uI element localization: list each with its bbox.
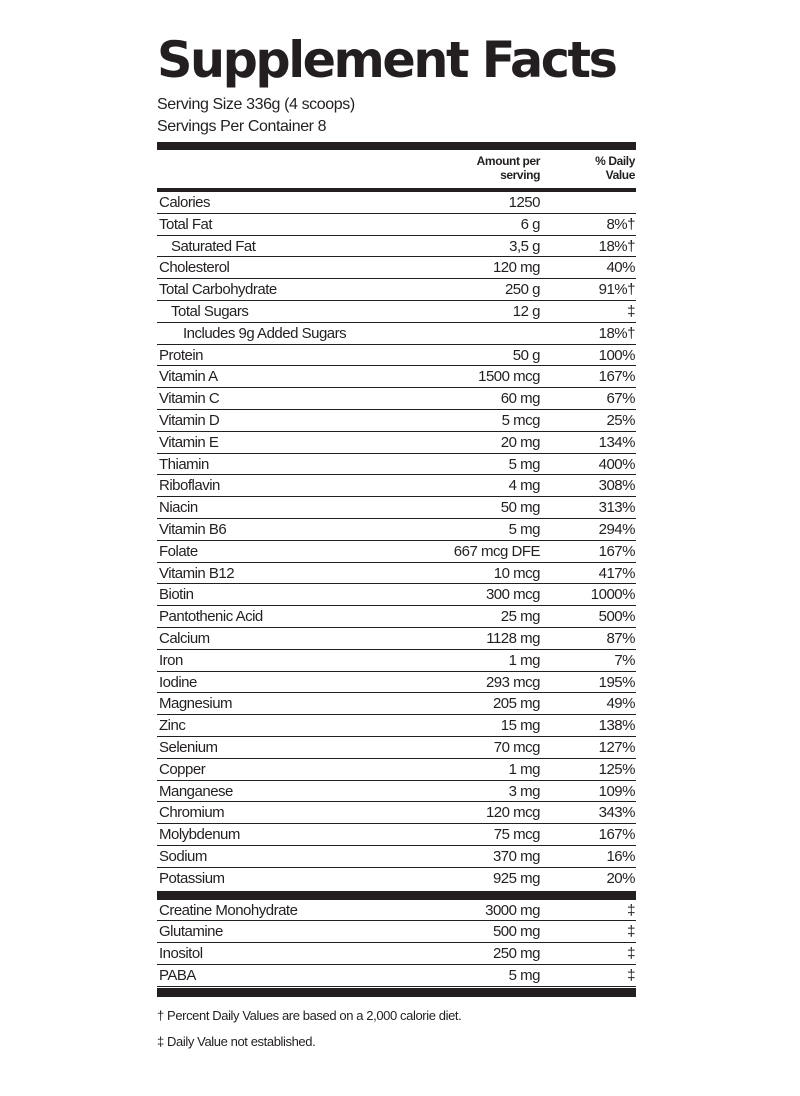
nutrient-name: Molybdenum [159,826,240,844]
table-row [157,693,636,715]
amount-per-serving: 300 mcg [485,586,540,604]
table-row [157,432,636,454]
percent-daily-value: ‡ [627,923,635,941]
percent-daily-value: 109% [598,782,635,800]
daily-value-header: % Daily Value [595,154,635,182]
nutrient-name: Vitamin E [159,433,219,451]
percent-daily-value: 125% [598,760,635,778]
amount-per-serving: 3,5 g [509,237,540,255]
panel-title: Supplement Facts [157,31,616,89]
amount-per-serving: 1 mg [508,651,540,669]
amount-per-serving: 925 mg [492,869,540,887]
amount-per-serving: 12 g [512,302,540,320]
table-row [157,519,636,541]
percent-daily-value: 67% [606,390,635,408]
nutrient-name: Chromium [159,804,225,822]
nutrient-name: Total Fat [159,215,213,233]
amount-per-serving: 10 mcg [493,564,540,582]
serving-size: Serving Size 336g (4 scoops) [157,96,355,113]
percent-daily-value: 91%† [598,281,635,299]
table-row [157,541,636,563]
table-row [157,715,636,737]
percent-daily-value: 16% [606,847,635,865]
nutrient-name: Creatine Monohydrate [159,901,298,919]
table-row [157,672,636,694]
percent-daily-value: 294% [598,520,635,538]
amount-per-serving: 250 mg [492,945,540,963]
bottom-divider [157,988,636,997]
nutrient-name: PABA [159,966,196,984]
nutrient-name: Riboflavin [159,477,220,495]
amount-per-serving-header: Amount per serving [476,154,540,182]
amount-per-serving: 3000 mg [485,901,540,919]
nutrient-name: Iron [159,651,183,669]
percent-daily-value: 18%† [598,324,635,342]
amount-per-serving: 1128 mg [486,629,540,647]
nutrient-name: Vitamin D [159,411,220,429]
percent-daily-value: 18%† [598,237,635,255]
amount-per-serving: 5 mg [508,966,540,984]
amount-per-serving: 1500 mcg [478,368,540,386]
nutrient-name: Thiamin [159,455,209,473]
amount-per-serving: 1 mg [508,760,540,778]
table-row [157,868,636,890]
table-row [157,921,636,943]
amount-per-serving: 120 mcg [485,804,540,822]
amount-per-serving: 50 g [512,346,540,364]
nutrient-table [157,192,636,890]
percent-daily-value: 87% [606,629,635,647]
nutrient-name: Biotin [159,586,194,604]
section-divider [157,891,636,900]
percent-daily-value: 134% [598,433,635,451]
nutrient-name: Vitamin A [159,368,218,386]
nutrient-name: Manganese [159,782,233,800]
column-header [157,150,636,188]
table-row [157,236,636,258]
nutrient-name: Total Carbohydrate [159,281,277,299]
table-row [157,323,636,345]
table-row [157,345,636,367]
table-row [157,846,636,868]
table-row [157,781,636,803]
nutrient-name: Total Sugars [171,302,249,320]
amount-per-serving: 205 mg [492,695,540,713]
table-row [157,214,636,236]
amount-per-serving: 667 mcg DFE [453,542,540,560]
percent-daily-value: 400% [598,455,635,473]
nutrient-name: Folate [159,542,198,560]
table-row [157,279,636,301]
percent-daily-value: 25% [606,411,635,429]
table-row [157,475,636,497]
table-row [157,366,636,388]
table-row [157,628,636,650]
amount-per-serving: 4 mg [508,477,540,495]
percent-daily-value: 40% [606,259,635,277]
table-row [157,900,636,922]
table-row [157,584,636,606]
percent-daily-value: 343% [598,804,635,822]
nutrient-name: Vitamin C [159,390,220,408]
amount-per-serving: 6 g [520,215,540,233]
footnote-percent-daily-value: † Percent Daily Values are based on a 2,000 calorie diet. [157,1007,462,1023]
table-row [157,606,636,628]
percent-daily-value: 100% [598,346,635,364]
table-row [157,943,636,965]
nutrient-name: Glutamine [159,923,223,941]
amount-per-serving: 250 g [504,281,540,299]
table-row [157,410,636,432]
nutrient-name: Calcium [159,629,210,647]
nutrient-name: Pantothenic Acid [159,608,263,626]
nutrient-name: Copper [159,760,206,778]
servings-per-container: Servings Per Container 8 [157,118,327,135]
nutrient-name: Magnesium [159,695,233,713]
table-row [157,497,636,519]
table-row [157,301,636,323]
percent-daily-value: 8%† [606,215,635,233]
amount-per-serving: 75 mcg [493,826,540,844]
percent-daily-value: 195% [598,673,635,691]
amount-per-serving: 500 mg [492,923,540,941]
table-row [157,192,636,214]
percent-daily-value: 20% [606,869,635,887]
percent-daily-value: ‡ [627,945,635,963]
table-row [157,388,636,410]
nutrient-name: Potassium [159,869,225,887]
percent-daily-value: ‡ [627,966,635,984]
nutrient-name: Cholesterol [159,259,230,277]
nutrient-name: Calories [159,194,211,211]
amount-per-serving: 60 mg [500,390,540,408]
amount-per-serving: 1250 [508,194,540,211]
amount-per-serving: 5 mcg [501,411,540,429]
percent-daily-value: 167% [598,368,635,386]
percent-daily-value: 7% [614,651,635,669]
amount-per-serving: 25 mg [500,608,540,626]
table-row [157,759,636,781]
amount-per-serving: 293 mcg [485,673,540,691]
table-row [157,802,636,824]
table-row [157,454,636,476]
amount-per-serving: 50 mg [500,499,540,517]
amount-per-serving: 370 mg [492,847,540,865]
percent-daily-value: 500% [598,608,635,626]
percent-daily-value: 127% [598,738,635,756]
amount-per-serving: 20 mg [500,433,540,451]
amount-per-serving: 120 mg [492,259,540,277]
nutrient-name: Protein [159,346,204,364]
amount-per-serving: 5 mg [508,520,540,538]
nutrient-name: Includes 9g Added Sugars [183,324,347,342]
nutrient-name: Vitamin B6 [159,520,227,538]
table-row [157,737,636,759]
top-divider [157,142,636,150]
amount-per-serving: 70 mcg [493,738,540,756]
amount-per-serving: 5 mg [508,455,540,473]
nutrient-name: Inositol [159,945,203,963]
amount-per-serving: 3 mg [508,782,540,800]
nutrient-name: Saturated Fat [171,237,256,255]
nutrient-name: Vitamin B12 [159,564,235,582]
nutrient-name: Niacin [159,499,198,517]
percent-daily-value: ‡ [627,302,635,320]
percent-daily-value: 167% [598,826,635,844]
nutrient-name: Sodium [159,847,207,865]
nutrient-name: Zinc [159,717,186,735]
percent-daily-value: ‡ [627,901,635,919]
percent-daily-value: 49% [606,695,635,713]
supplement-facts-panel [157,30,636,1050]
footnote-daily-value-not-established: ‡ Daily Value not established. [157,1033,316,1049]
percent-daily-value: 313% [598,499,635,517]
percent-daily-value: 138% [598,717,635,735]
percent-daily-value: 167% [598,542,635,560]
table-row [157,563,636,585]
other-ingredients-table [157,900,636,987]
percent-daily-value: 308% [598,477,635,495]
percent-daily-value: 417% [598,564,635,582]
table-row [157,650,636,672]
amount-per-serving: 15 mg [500,717,540,735]
table-row [157,965,636,987]
table-row [157,257,636,279]
table-row [157,824,636,846]
nutrient-name: Selenium [159,738,218,756]
percent-daily-value: 1000% [590,586,635,604]
nutrient-name: Iodine [159,673,197,691]
